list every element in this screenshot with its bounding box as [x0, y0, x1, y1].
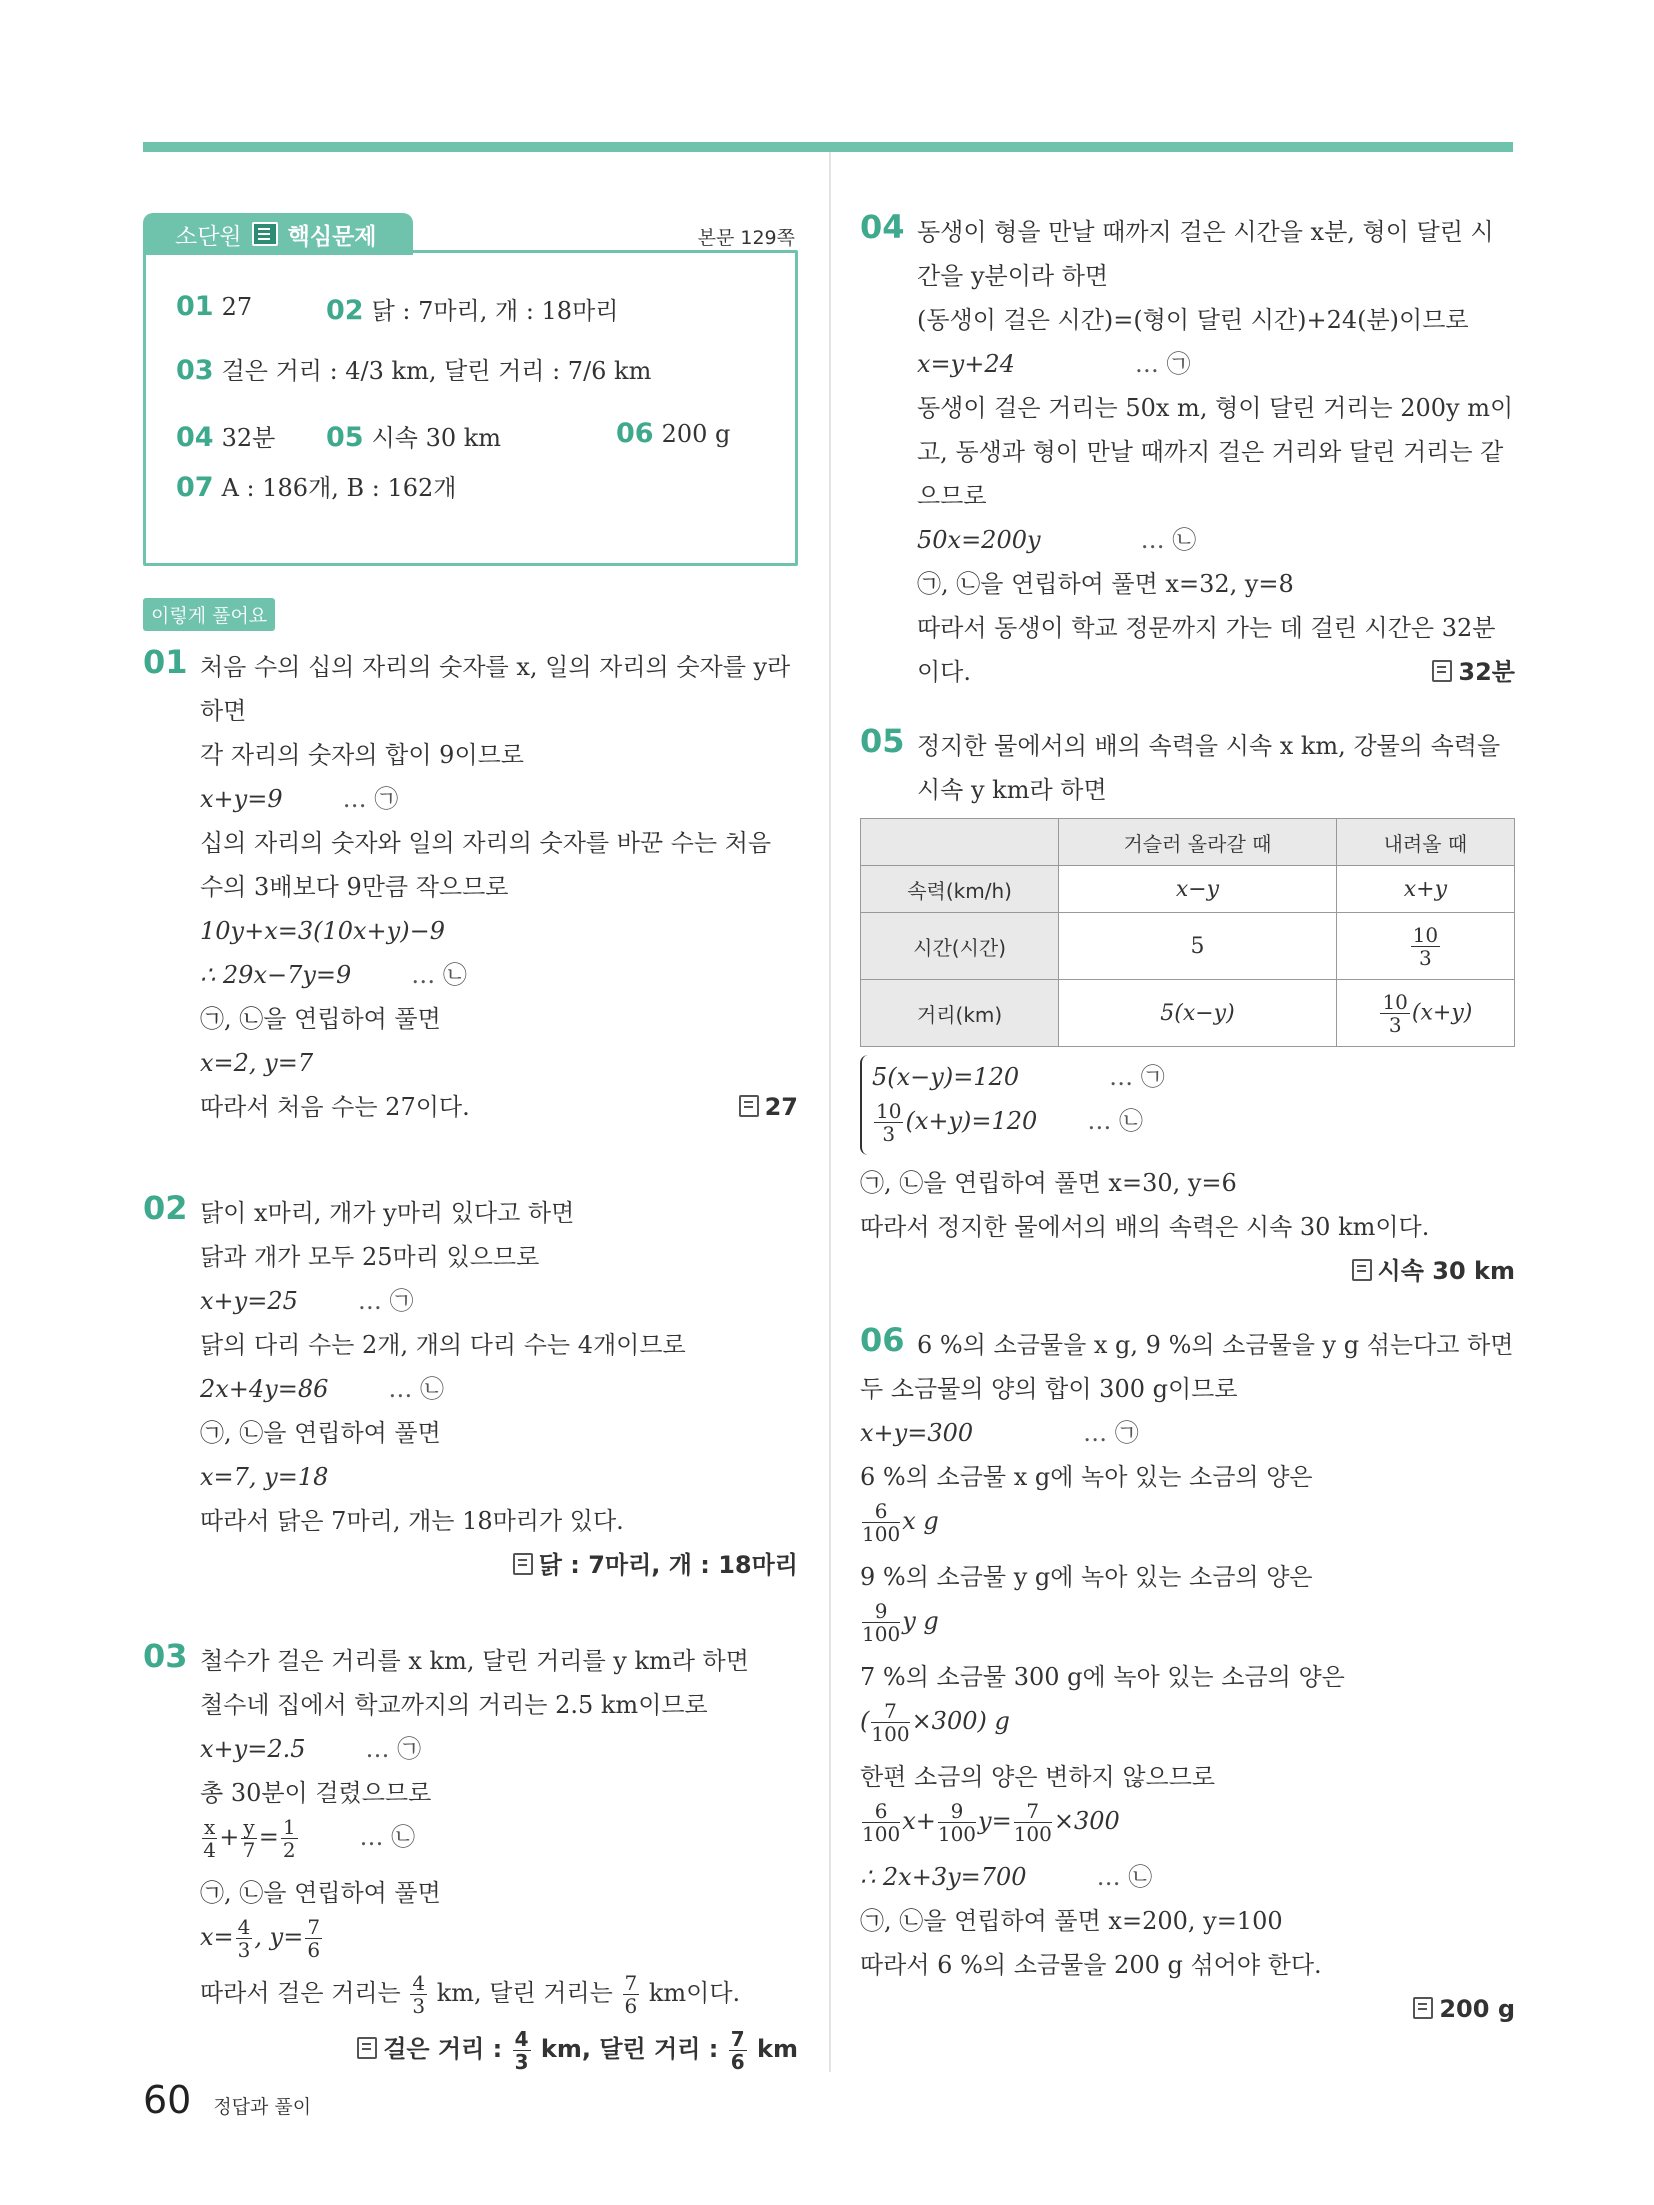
equation-line — [917, 342, 1515, 386]
answer-text: km, 달린 거리 : — [540, 2035, 719, 2063]
summary-item — [326, 291, 618, 326]
conclusion-part: km이다. — [648, 1979, 741, 2007]
summary-num: 05 — [326, 422, 364, 453]
solution-body — [917, 724, 1515, 812]
solution-line: 7 %의 소금물 300 g에 녹아 있는 소금의 양은 — [860, 1663, 1345, 1691]
solution-line: 간을 y분이라 하면 — [917, 262, 1109, 290]
table-row-label: 시간(시간) — [861, 913, 1059, 980]
summary-tab-title: 핵심문제 — [287, 223, 377, 250]
fraction: $\frac{4}{3}$ — [237, 1915, 251, 1962]
answer-icon — [1432, 660, 1452, 682]
column-divider — [829, 152, 831, 2072]
fraction: $\frac{6}{100}$ — [862, 1499, 901, 1546]
table-header: 거슬러 올라갈 때 — [1059, 819, 1337, 866]
equation-line — [872, 1099, 1515, 1155]
table-cell: x+y — [1336, 866, 1514, 913]
solution-line: 으므로 — [917, 482, 987, 510]
solution-line: 따라서 6 %의 소금물을 200 g 섞어야 한다. — [860, 1951, 1322, 1979]
answer-icon — [1413, 1997, 1433, 2019]
equation: ∴ 29x−7y=9 — [200, 961, 352, 989]
solution-line: ㉠, ㉡을 연립하여 풀면 — [200, 1005, 441, 1033]
equation-line — [917, 518, 1515, 562]
solution-line: 따라서 정지한 물에서의 배의 속력은 시속 30 km이다. — [860, 1213, 1430, 1241]
equation: 5(x−y)=120 — [872, 1063, 1020, 1091]
equation-line — [200, 1279, 798, 1323]
left-column — [143, 210, 798, 2073]
solution-line: 따라서 닭은 7마리, 개는 18마리가 있다. — [200, 1507, 624, 1535]
solution-body — [917, 210, 1515, 694]
solution-line: 닭과 개가 모두 25마리 있으므로 — [200, 1243, 540, 1271]
answer-text: 32분 — [1458, 658, 1515, 686]
problem-04 — [860, 210, 1515, 694]
fraction: $\frac{10}{3}$ — [876, 1099, 902, 1146]
solution-line: 따라서 동생이 학교 정문까지 가는 데 걸린 시간은 32분 — [917, 614, 1496, 642]
equation-system — [860, 1055, 1515, 1155]
solution-line: 한편 소금의 양은 변하지 않으므로 — [860, 1763, 1216, 1791]
table-corner — [861, 819, 1059, 866]
fraction: $\frac{4}{3}$ — [514, 2026, 529, 2074]
fraction: $\frac{7}{100}$ — [871, 1699, 910, 1746]
summary-tab-sub: 소단원 — [175, 223, 242, 250]
solution-line: 총 30분이 걸렸으므로 — [200, 1779, 432, 1807]
equation-marker: … ㉠ — [357, 1287, 414, 1315]
solution-line: ㉠, ㉡을 연립하여 풀면 x=32, y=8 — [917, 570, 1294, 598]
fraction: $\frac{4}{3}$ — [412, 1971, 426, 2018]
conclusion-part: km, 달린 거리는 — [436, 1979, 613, 2007]
solution-line: 6 %의 소금물 x g에 녹아 있는 소금의 양은 — [860, 1463, 1313, 1491]
equation: x=2, y=7 — [200, 1049, 314, 1077]
problem-02 — [143, 1191, 798, 1587]
summary-num: 07 — [176, 472, 214, 503]
equation: (x+y)=120 — [905, 1107, 1038, 1135]
summary-text: 걸은 거리 : 4/3 km, 달린 거리 : 7/6 km — [221, 357, 652, 385]
solution-body — [200, 1639, 798, 2027]
summary-num: 01 — [176, 291, 214, 322]
fraction: $\frac{x}{4}$ — [203, 1815, 216, 1862]
fraction: $\frac{6}{100}$ — [862, 1799, 901, 1846]
answer — [1432, 650, 1515, 694]
solution-line: 9 %의 소금물 y g에 녹아 있는 소금의 양은 — [860, 1563, 1313, 1591]
summary-num: 03 — [176, 355, 214, 386]
top-accent-bar — [143, 142, 1513, 152]
equation-line: x= $\frac{4}{3}$ , y= $\frac{7}{6}$ — [200, 1915, 321, 1962]
answer-icon — [739, 1095, 759, 1117]
answer-text: 걸은 거리 : — [383, 2035, 503, 2063]
equation: x+y=9 — [200, 785, 283, 813]
summary-num: 04 — [176, 422, 214, 453]
solution-line: 6 %의 소금물을 x g, 9 %의 소금물을 y g 섞는다고 하면 — [917, 1331, 1514, 1359]
summary-item — [176, 418, 275, 453]
fraction: $\frac{7}{6}$ — [730, 2026, 745, 2074]
solution-line: ㉠, ㉡을 연립하여 풀면 — [200, 1879, 441, 1907]
equation-marker: … ㉠ — [1109, 1063, 1165, 1091]
summary-text: 닭 : 7마리, 개 : 18마리 — [371, 297, 619, 325]
table-cell: 5(x−y) — [1059, 980, 1337, 1047]
summary-item — [176, 351, 651, 386]
summary-text: 시속 30 km — [371, 424, 502, 452]
table-cell — [1336, 980, 1514, 1047]
solution-line: 고, 동생과 형이 만날 때까지 걸은 거리와 달린 거리는 같 — [917, 438, 1504, 466]
equation-marker: … ㉠ — [1083, 1419, 1139, 1447]
equation-line: $\frac{9}{100}$ y g — [862, 1599, 939, 1646]
solution-line: 하면 — [200, 697, 247, 725]
equation-marker: … ㉡ — [359, 1823, 416, 1851]
equation-line: ( $\frac{7}{100}$ ×300) g — [860, 1699, 1010, 1746]
conclusion-part: 따라서 걸은 거리는 — [200, 1979, 401, 2007]
solution-line: 닭이 x마리, 개가 y마리 있다고 하면 — [200, 1199, 575, 1227]
equation: x+y=300 — [860, 1419, 974, 1447]
equation-line — [200, 1727, 798, 1771]
equation-line — [860, 1411, 1515, 1455]
equation: 50x=200y — [917, 526, 1041, 554]
equation-line — [872, 1055, 1515, 1099]
solution-line: 처음 수의 십의 자리의 숫자를 x, 일의 자리의 숫자를 y라 — [200, 653, 791, 681]
fraction: $\frac{7}{6}$ — [307, 1915, 321, 1962]
page-footer — [143, 2078, 311, 2122]
problem-06 — [860, 1323, 1515, 2031]
equation-line: $\frac{x}{4}$ + $\frac{y}{7}$ = $\frac{1}{2}$ … ㉡ — [203, 1815, 416, 1862]
answer — [143, 1543, 798, 1587]
solution-line: 닭의 다리 수는 2개, 개의 다리 수는 4개이므로 — [200, 1331, 686, 1359]
conclusion: 이다. — [917, 658, 971, 686]
equation-line — [200, 777, 798, 821]
summary-num: 02 — [326, 295, 364, 326]
solution-line: 시속 y km라 하면 — [917, 776, 1107, 804]
solution-line: 두 소금물의 양의 합이 300 g이므로 — [860, 1375, 1238, 1403]
equation: x=y+24 — [917, 350, 1015, 378]
table-row-label: 거리(km) — [861, 980, 1059, 1047]
answer-text: 닭 : 7마리, 개 : 18마리 — [538, 1551, 798, 1579]
solution-line: 동생이 걸은 거리는 50x m, 형이 달린 거리는 200y m이 — [917, 394, 1514, 422]
equation-marker: … ㉡ — [388, 1375, 445, 1403]
equation: 2x+4y=86 — [200, 1375, 329, 1403]
solution-line — [200, 1085, 798, 1129]
solution-body — [200, 1191, 798, 1543]
solution-line: 철수가 걸은 거리를 x km, 달린 거리를 y km라 하면 — [200, 1647, 749, 1675]
equation-marker: … ㉡ — [1140, 526, 1197, 554]
problem-number: 06 — [860, 1321, 905, 1359]
summary-box — [143, 223, 798, 566]
table-cell — [1336, 913, 1514, 980]
solve-badge: 이렇게 풀어요 — [143, 598, 275, 631]
problem-number: 03 — [143, 1637, 188, 1675]
fraction: $\frac{10}{3}$ — [1382, 989, 1408, 1037]
table-cell-text: (x+y) — [1411, 1000, 1473, 1025]
solution-line: (동생이 걸은 시간)=(형이 달린 시간)+24(분)이므로 — [917, 306, 1469, 334]
table-cell: x−y — [1059, 866, 1337, 913]
fraction: $\frac{9}{100}$ — [862, 1599, 901, 1646]
equation-marker: … ㉡ — [1096, 1863, 1153, 1891]
solution-line: ㉠, ㉡을 연립하여 풀면 — [200, 1419, 441, 1447]
solution-body — [860, 1055, 1515, 1249]
summary-item — [176, 468, 456, 503]
summary-item — [616, 418, 730, 449]
solution-body — [200, 645, 798, 1129]
problem-01 — [143, 645, 798, 1129]
equation-marker: … ㉡ — [1087, 1107, 1143, 1135]
footer-label: 정답과 풀이 — [213, 2096, 312, 2118]
equation-line — [200, 1367, 798, 1411]
fraction: $\frac{10}{3}$ — [1412, 922, 1439, 970]
solution-line: 정지한 물에서의 배의 속력을 시속 x km, 강물의 속력을 — [917, 732, 1501, 760]
page-number: 60 — [143, 2078, 192, 2122]
equation: ∴ 2x+3y=700 — [860, 1863, 1027, 1891]
answer-text: 27 — [764, 1093, 798, 1121]
problem-05 — [860, 724, 1515, 1293]
equation-line: $\frac{6}{100}$ x+ $\frac{9}{100}$ y= $\frac{7}{100}$ ×300 — [862, 1799, 1120, 1846]
equation-marker: … ㉡ — [411, 961, 467, 989]
solution-body — [860, 1367, 1515, 1987]
summary-num: 06 — [616, 418, 654, 449]
problem-number: 02 — [143, 1189, 188, 1227]
solution-body — [860, 1323, 1515, 1367]
answer-icon — [513, 1553, 533, 1575]
solution-line: 각 자리의 숫자의 합이 9이므로 — [200, 741, 524, 769]
summary-text: 27 — [221, 293, 253, 321]
answer — [860, 1249, 1515, 1293]
equation: x+y=25 — [200, 1287, 298, 1315]
fraction: $\frac{7}{6}$ — [624, 1971, 638, 2018]
fraction: $\frac{9}{100}$ — [937, 1799, 977, 1846]
equation-marker: … ㉠ — [365, 1735, 422, 1763]
solution-line: 수의 3배보다 9만큼 작으므로 — [200, 873, 509, 901]
table-header: 내려올 때 — [1336, 819, 1514, 866]
equation-marker: … ㉠ — [1134, 350, 1191, 378]
problem-03 — [143, 1639, 798, 2073]
equation-line: $\frac{6}{100}$ x g — [862, 1499, 939, 1546]
equation-marker: … ㉠ — [342, 785, 399, 813]
equation-line — [860, 1855, 1515, 1899]
answer-text: km — [757, 2035, 798, 2063]
problem-number: 05 — [860, 722, 905, 760]
summary-text: A : 186개, B : 162개 — [221, 474, 457, 502]
table-cell: 5 — [1059, 913, 1337, 980]
table-row-label: 속력(km/h) — [861, 866, 1059, 913]
equation-line — [200, 953, 798, 997]
solution-line: ㉠, ㉡을 연립하여 풀면 x=200, y=100 — [860, 1907, 1283, 1935]
answer-icon — [357, 2037, 377, 2059]
summary-text: 200 g — [661, 420, 731, 448]
solution-line: 동생이 형을 만날 때까지 걸은 시간을 x분, 형이 달린 시 — [917, 218, 1494, 246]
equation: 10y+x=3(10x+y)−9 — [200, 917, 445, 945]
summary-item — [176, 291, 252, 322]
equation: x+y=2.5 — [200, 1735, 306, 1763]
speed-table — [860, 818, 1515, 1047]
solution-line — [917, 650, 1515, 694]
answer — [739, 1085, 798, 1129]
fraction: $\frac{7}{100}$ — [1013, 1799, 1052, 1846]
book-icon — [252, 222, 278, 246]
answer — [860, 1987, 1515, 2031]
problem-number: 04 — [860, 208, 905, 246]
equation: x=7, y=18 — [200, 1463, 329, 1491]
fraction: $\frac{y}{7}$ — [242, 1815, 256, 1862]
summary-tab — [143, 213, 413, 255]
summary-item — [326, 418, 501, 453]
summary-text: 32분 — [221, 424, 276, 452]
solution-line: 철수네 집에서 학교까지의 거리는 2.5 km이므로 — [200, 1691, 708, 1719]
solution-line: 십의 자리의 숫자와 일의 자리의 숫자를 바꾼 수는 처음 — [200, 829, 772, 857]
answer — [143, 2027, 798, 2073]
conclusion: 따라서 처음 수는 27이다. — [200, 1093, 470, 1121]
fraction: $\frac{1}{2}$ — [282, 1815, 296, 1862]
answer-text: 시속 30 km — [1377, 1257, 1515, 1285]
answer-icon — [1352, 1259, 1372, 1281]
page-reference: 본문 129쪽 — [697, 227, 795, 249]
solution-line — [200, 1971, 798, 2027]
solution-line: ㉠, ㉡을 연립하여 풀면 x=30, y=6 — [860, 1169, 1237, 1197]
right-column — [860, 210, 1515, 2031]
answer-text: 200 g — [1439, 1995, 1515, 2023]
problem-number: 01 — [143, 643, 188, 681]
